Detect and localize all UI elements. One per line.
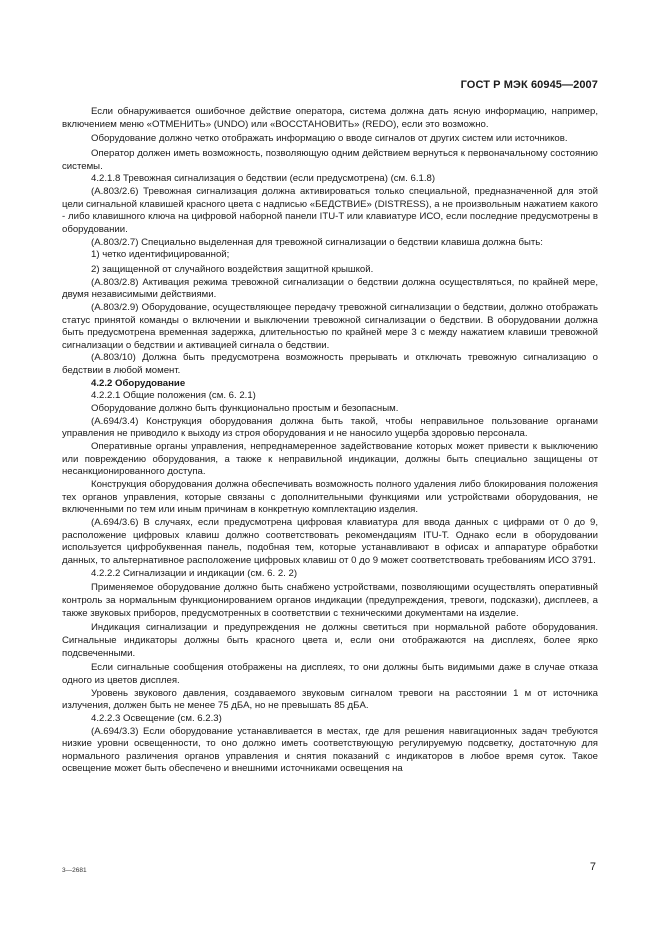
body-paragraph: Если сигнальные сообщения отображены на дисплеях, то они должны быть видимыми даже в случае отказа одного из цветов дисплея. <box>62 662 598 686</box>
body-paragraph: (A.694/3.4) Конструкция оборудования должна быть такой, чтобы неправильное пользование органами управления не приводило к выходу из строя оборудования и не наносило ущерба здоровью персонала. <box>62 415 598 440</box>
body-paragraph: (A.694/3.3) Если оборудование устанавливается в местах, где для решения навигационных задач требуются низкие уровни освещенности, то оно должно иметь соответствующую регулируемую подсветку, достаточную для нормального различения органов управления и снятия показаний с индикаторов в любое время суток. Такое освещение может быть обеспечено и внешними источниками освещения на <box>62 725 598 775</box>
document-body <box>62 106 598 776</box>
body-paragraph: (A.803/2.8) Активация режима тревожной сигнализации о бедствии должна осуществляться, по крайней мере, двумя независимыми действиями. <box>62 276 598 301</box>
body-paragraph: Оборудование должно четко отображать информацию о вводе сигналов от других систем или источников. <box>91 133 568 145</box>
body-paragraph: (A.694/3.6) В случаях, если предусмотрена цифровая клавиатура для ввода данных с цифрами от 0 до 9, расположение цифровых клавиш должно соответствовать рекомендациям ITU-T. Однако если в оборудовании используется цифробуквенная панель, подобная тем, которые устанавливают в офисах и аппаратуре обработки данных, то альтернативное расположение цифровых клавиш от 0 до 9 может соответствовать требованиям ИСО 3791. <box>62 517 598 566</box>
section-heading: 4.2.1.8 Тревожная сигнализация о бедствии (если предусмотрена) (см. 6.1.8) <box>91 173 436 185</box>
list-item: 1) четко идентифицированной; <box>91 249 230 261</box>
body-paragraph: Оборудование должно быть функционально простым и безопасным. <box>91 403 399 415</box>
body-paragraph: Уровень звукового давления, создаваемого звуковым сигналом тревоги на расстоянии 1 м от источника излучения, должен быть не менее 75 дБA, но не превышать 85 дБA. <box>62 687 598 712</box>
page-number: 7 <box>589 861 596 873</box>
standard-header: ГОСТ Р МЭК 60945—2007 <box>460 79 598 91</box>
body-paragraph: Индикация сигнализации и предупреждения не должны светиться при нормальной работе оборудования. Сигнальные индикаторы должны быть красного цвета и, если они отображаются на дисплеях, более ярко подсвеченными. <box>62 622 598 659</box>
body-paragraph: Конструкция оборудования должна обеспечивать возможность полного удаления либо блокирования положения тех органов управления, которые связаны с дополнительными функциями или устройствами оборудования, не включенными по тем или иным причинам в конкретную комплектацию изделия. <box>62 479 598 516</box>
section-heading: 4.2.2 Оборудование <box>91 377 186 389</box>
print-code: 3—2681 <box>62 867 87 874</box>
body-paragraph: (A.803/2.7) Специально выделенная для тревожной сигнализации о бедствии клавиша должна быть: <box>91 236 543 248</box>
body-paragraph: Если обнаруживается ошибочное действие оператора, система должна дать ясную информацию, например, включением меню «ОТМЕНИТЬ» (UNDO) или «ВОССТАНОВИТЬ» (REDO), если это возможно. <box>62 106 598 130</box>
subsection-heading: 4.2.2.3 Освещение (см. 6.2.3) <box>91 712 222 724</box>
body-paragraph: Оператор должен иметь возможность, позволяющую одним действием вернуться к первоначальному состоянию системы. <box>62 147 598 172</box>
body-paragraph: Оперативные органы управления, непреднамеренное задействование которых может привести к выключению или повреждению оборудования, а также к неправильной индикации, должны быть специально защищены от несанкционированного доступа. <box>62 441 598 478</box>
body-paragraph: (A.803/2.6) Тревожная сигнализация должна активироваться только специальной, предназначенной для этой цели сигнальной клавишей красного цвета с надписью «БЕДСТВИЕ» (DISTRESS), а не произвольным нажатием какого - либо клавишного ключа на цифровой наборной панели ITU-T или клавиатуре ИСО, если последние предусмотрены в оборудовании. <box>62 185 598 235</box>
body-paragraph: (A.803/2.9) Оборудование, осуществляющее передачу тревожной сигнализации о бедствии, должно отображать статус принятой команды о включении и выключении тревожной сигнализации о бедствии. В оборудовании должна быть предусмотрена временная задержка, длительностью по крайней мере 3 с между нажатием клавиши тревожной сигнализации о бедствии и активацией сигнала о бедствии. <box>62 301 598 351</box>
body-paragraph: Применяемое оборудование должно быть снабжено устройствами, позволяющими осуществлять оперативный контроль за нормальным функционированием органов индикации (предупреждения, тревоги, подсказки), дисплеев, а также звуковых приборов, предусмотренных в соответствии с техническими документами на изделие. <box>62 582 598 619</box>
list-item: 2) защищенной от случайного воздействия защитной крышкой. <box>91 263 374 275</box>
subsection-heading: 4.2.2.1 Общие положения (см. 6. 2.1) <box>91 390 256 402</box>
body-paragraph: (A.803/10) Должна быть предусмотрена возможность прерывать и отключать тревожную сигнализацию о бедствии в любой момент. <box>62 352 598 377</box>
subsection-heading: 4.2.2.2 Сигнализации и индикации (см. 6. 2. 2) <box>91 567 298 579</box>
